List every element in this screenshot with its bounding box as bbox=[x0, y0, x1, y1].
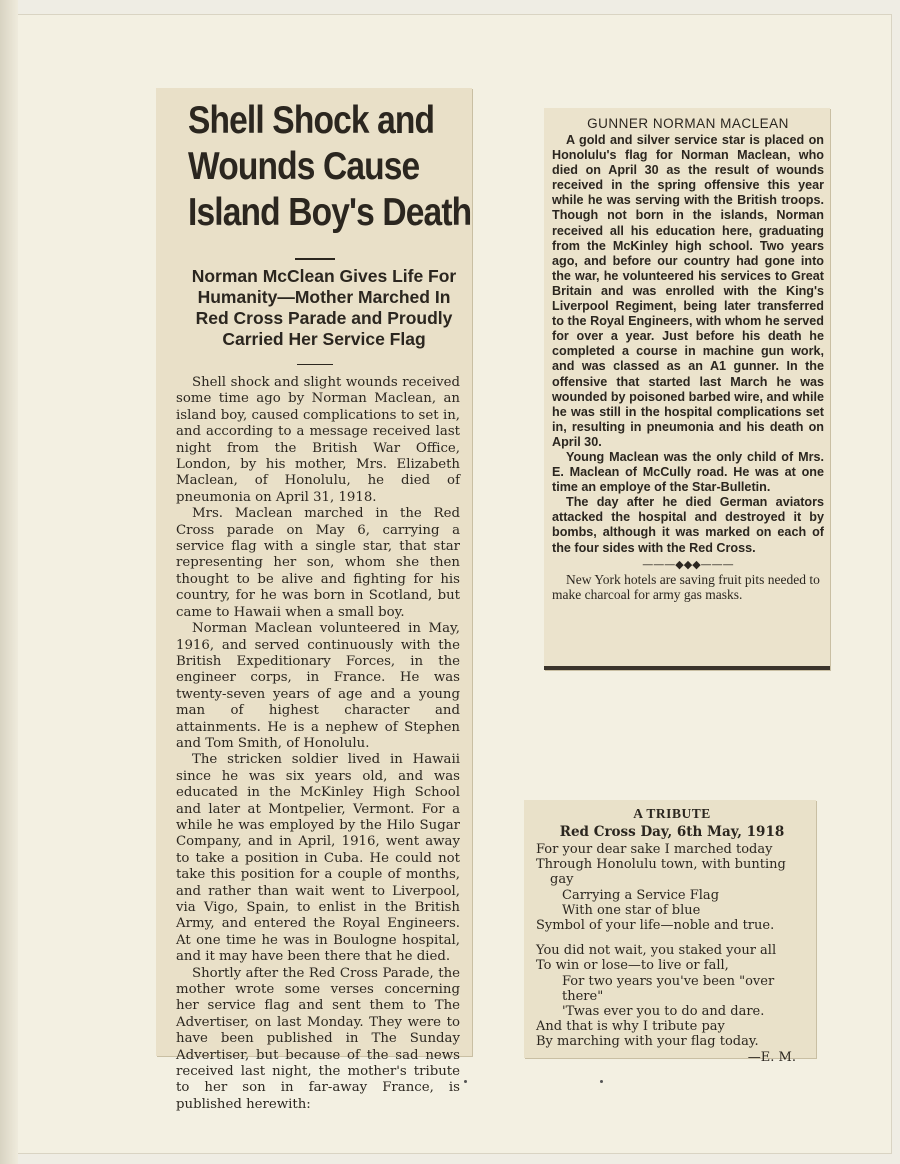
article-paragraph: Norman Maclean volunteered in May, 1916, and served continuously with the British Expeditionary Forces, in the engineer corps, in France. He was twenty-seven years of age and a young man of highest character and attainments. He is a nephew of Stephen and Tom Smith, of Honolulu. bbox=[176, 621, 460, 751]
article-paragraph: Shortly after the Red Cross Parade, the mother wrote some verses concerning her service flag and sent them to The Advertiser, on last Monday. They were to have been published in The Sunday Advertiser, but because of the sad news received last night, the mother's tribute to her son in far-away France, is published herewith: bbox=[176, 965, 460, 1112]
newspaper-clipping-gunner bbox=[544, 108, 830, 670]
newspaper-clipping-shell-shock bbox=[156, 88, 472, 1112]
article-paragraph: Shell shock and slight wounds received some time ago by Norman Maclean, an island boy, caused complications to set in, and according to a message received last night from the British War Office, London, by his mother, Mrs. Elizabeth Maclean, of Honolulu, he died of pneumonia on April 31, 1918. bbox=[176, 375, 460, 505]
poem-line: 'Twas ever you to do and dare. bbox=[562, 1004, 765, 1020]
gunner-paragraph: Young Maclean was the only child of Mrs. E. Maclean of McCully road. He was at one time an employe of the Star-Bulletin. bbox=[552, 449, 824, 495]
newspaper-clipping-tribute bbox=[524, 800, 816, 1065]
tribute-poem bbox=[536, 842, 808, 1065]
poem-line: You did not wait, you staked your all bbox=[536, 943, 777, 959]
poem-line: By marching with your flag today. bbox=[536, 1034, 759, 1050]
article-subheadline: Norman McClean Gives Life For Humanity—Mother Marched In Red Cross Parade and Proudly Carried Her Service Flag bbox=[191, 266, 457, 349]
tribute-title: A TRIBUTE bbox=[633, 806, 711, 821]
poem-line: Carrying a Service Flag bbox=[562, 887, 720, 903]
poem-line: Symbol of your life—noble and true. bbox=[536, 918, 775, 934]
gunner-article-body bbox=[552, 133, 824, 556]
poem-signature: —E. M. bbox=[747, 1049, 796, 1065]
gunner-paragraph: A gold and silver service star is placed on Honolulu's flag for Norman Maclean, who died on April 30 as the result of wounds received in the spring offensive this year while he was serving with the British troops. Though not born in the islands, Norman received all his education here, graduating from the McKinley high school. Two years ago, and before our country had gone into the war, he volunteered his services to Great Britain and was enrolled with the King's Liverpool Regiment, being later transferred to the Royal Engineers, with whom he served for over a year. Just before his death he completed a course in machine gun work, and was classed as an A1 gunner. In the offensive that started last March he was wounded by poisoned barbed wire, and while he was still in the hospital complications set in, resulting in pneumonia and his death on April 30. bbox=[552, 133, 824, 449]
gunner-paragraph: The day after he died German aviators attacked the hospital and destroyed it by bombs, although it was marked on each of the four sides with the Red Cross. bbox=[552, 495, 824, 555]
article-headline: Shell Shock and Wounds Cause Island Boy's Death bbox=[188, 99, 472, 234]
article-paragraph: Mrs. Maclean marched in the Red Cross parade on May 6, carrying a service flag with a single star, that star representing her son, whom she then thought to be alive and fighting for his country, for he was born in Scotland, but came to Hawaii when a small boy. bbox=[176, 506, 460, 620]
poem-line: Through Honolulu town, with bunting bbox=[536, 857, 786, 873]
poem-line: gay bbox=[550, 872, 574, 888]
poem-line: For two years you've been "over bbox=[562, 973, 775, 989]
paper-speck bbox=[600, 1080, 603, 1083]
headline-divider bbox=[295, 258, 335, 260]
poem-line: And that is why I tribute pay bbox=[536, 1019, 725, 1035]
gunner-filler-note: New York hotels are saving fruit pits needed to make charcoal for army gas masks. bbox=[552, 571, 820, 602]
poem-line: For your dear sake I marched today bbox=[536, 842, 773, 857]
gunner-article-title: GUNNER NORMAN MACLEAN bbox=[587, 116, 789, 131]
poem-line: To win or lose—to live or fall, bbox=[536, 958, 729, 974]
subheadline-divider bbox=[297, 364, 333, 365]
poem-line: With one star of blue bbox=[562, 902, 701, 918]
poem-line: there" bbox=[562, 988, 604, 1004]
stanza-gap bbox=[536, 933, 808, 943]
article-body bbox=[176, 375, 460, 1113]
ornament-divider: ———◆◆◆——— bbox=[642, 557, 734, 571]
paper-speck bbox=[464, 1080, 467, 1083]
tribute-subtitle: Red Cross Day, 6th May, 1918 bbox=[559, 824, 785, 840]
article-paragraph: The stricken soldier lived in Hawaii since he was six years old, and was educated in the McKinley High School and later at Montpelier, Vermont. For a while he was employed by the Hilo Sugar Company, and in April, 1916, went away to take a position in Cuba. He could not take this position for a couple of months, and rather than wait went to Liverpool, via Vigo, Spain, to enlist in the British Army, and entered the Royal Engineers. At one time he was in Boulogne hospital, and it may have been there that he died. bbox=[176, 752, 460, 965]
page-binding-edge bbox=[0, 0, 18, 1164]
